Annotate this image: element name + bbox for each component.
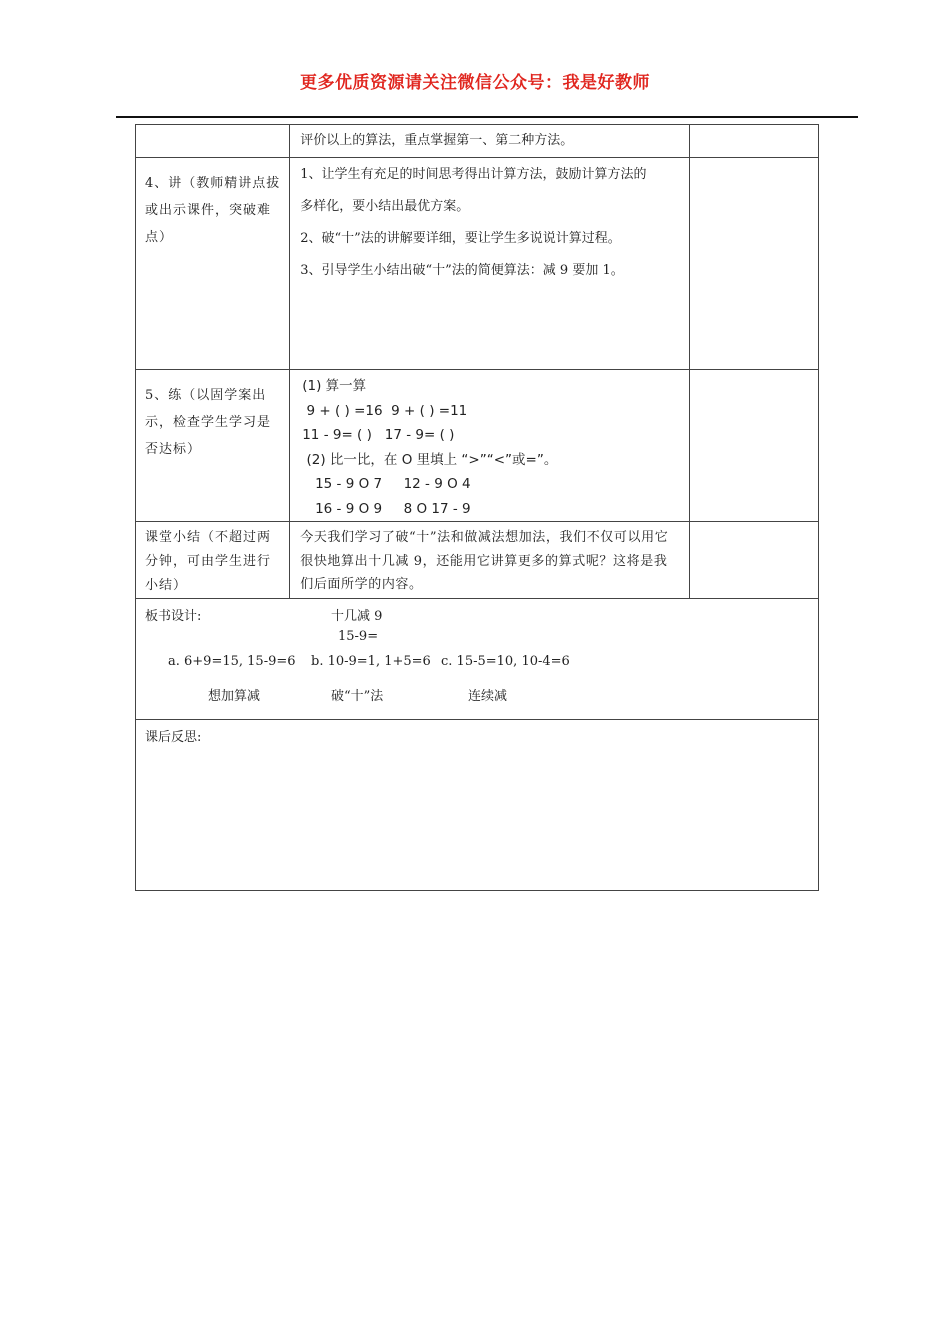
table-row-reflection	[136, 720, 819, 891]
content-cell-lecture	[290, 158, 690, 370]
board-design-label: 板书设计:	[145, 609, 202, 624]
content-cell-summary	[290, 522, 690, 599]
table-row-board-design	[136, 599, 819, 720]
notes-cell	[689, 158, 818, 370]
practice-line-5: 15 - 9 O 7 12 - 9 O 4	[302, 476, 471, 492]
board-method-name-c: 连续减	[468, 689, 508, 704]
table-row-practice	[136, 370, 819, 522]
practice-line-4: (2) 比一比，在 O 里填上 “>”“<”或=”。	[302, 451, 558, 468]
label-cell-lecture	[136, 158, 290, 370]
board-method-name-a: 想加算减	[208, 689, 261, 704]
practice-line-2: 9 + ( ) =16 9 + ( ) =11	[302, 402, 468, 419]
content-cell-evaluation	[290, 125, 690, 158]
lecture-point-1-cont: 多样化，要小结出最优方案。	[300, 199, 470, 214]
content-cell-practice	[290, 370, 690, 522]
reflection-label: 课后反思:	[145, 730, 202, 745]
lesson-plan-table	[135, 124, 819, 891]
board-method-b: b. 10-9=1, 1+5=6	[311, 654, 431, 669]
table-row-summary	[136, 522, 819, 599]
summary-label: 课堂小结（不超过两分钟，可由学生进行小结）	[145, 530, 272, 593]
lecture-point-3: 3、引导学生小结出破“十”法的简便算法：减 9 要加 1。	[300, 263, 624, 278]
board-title: 十几减 9	[331, 609, 383, 624]
board-method-name-b: 破“十”法	[331, 689, 384, 704]
lecture-point-1: 1、让学生有充足的时间思考得出计算方法，鼓励计算方法的	[300, 167, 647, 182]
evaluation-text: 评价以上的算法，重点掌握第一、第二种方法。	[300, 133, 574, 148]
summary-text: 今天我们学习了破“十”法和做减法想加法，我们不仅可以用它很快地算出十几减 9，还能用它讲算更多的算式呢？这将是我们后面所学的内容。	[300, 530, 669, 592]
label-cell-summary	[136, 522, 290, 599]
board-method-c: c. 15-5=10, 10-4=6	[441, 654, 570, 669]
practice-line-1: (1) 算一算	[302, 378, 367, 394]
board-method-a: a. 6+9=15, 15-9=6	[168, 654, 296, 669]
board-equation: 15-9=	[338, 629, 379, 644]
board-design-cell	[136, 599, 819, 720]
practice-line-3: 11 - 9= ( ) 17 - 9= ( )	[302, 427, 455, 443]
label-cell-empty	[136, 125, 290, 158]
practice-label: 5、练（以固学案出示，检查学生学习是否达标）	[145, 388, 272, 457]
lecture-point-2: 2、破“十”法的讲解要详细，要让学生多说说计算过程。	[300, 231, 621, 246]
notes-cell	[689, 125, 818, 158]
notes-cell	[689, 370, 818, 522]
practice-line-6: 16 - 9 O 9 8 O 17 - 9	[302, 500, 471, 517]
header-divider	[116, 116, 858, 118]
lecture-label: 4、讲（教师精讲点拔或出示课件，突破难点）	[145, 176, 281, 245]
page-header-title: 更多优质资源请关注微信公众号：我是好教师	[300, 73, 650, 93]
reflection-cell	[136, 720, 819, 891]
table-row-evaluation	[136, 125, 819, 158]
label-cell-practice	[136, 370, 290, 522]
notes-cell	[689, 522, 818, 599]
table-row-lecture	[136, 158, 819, 370]
